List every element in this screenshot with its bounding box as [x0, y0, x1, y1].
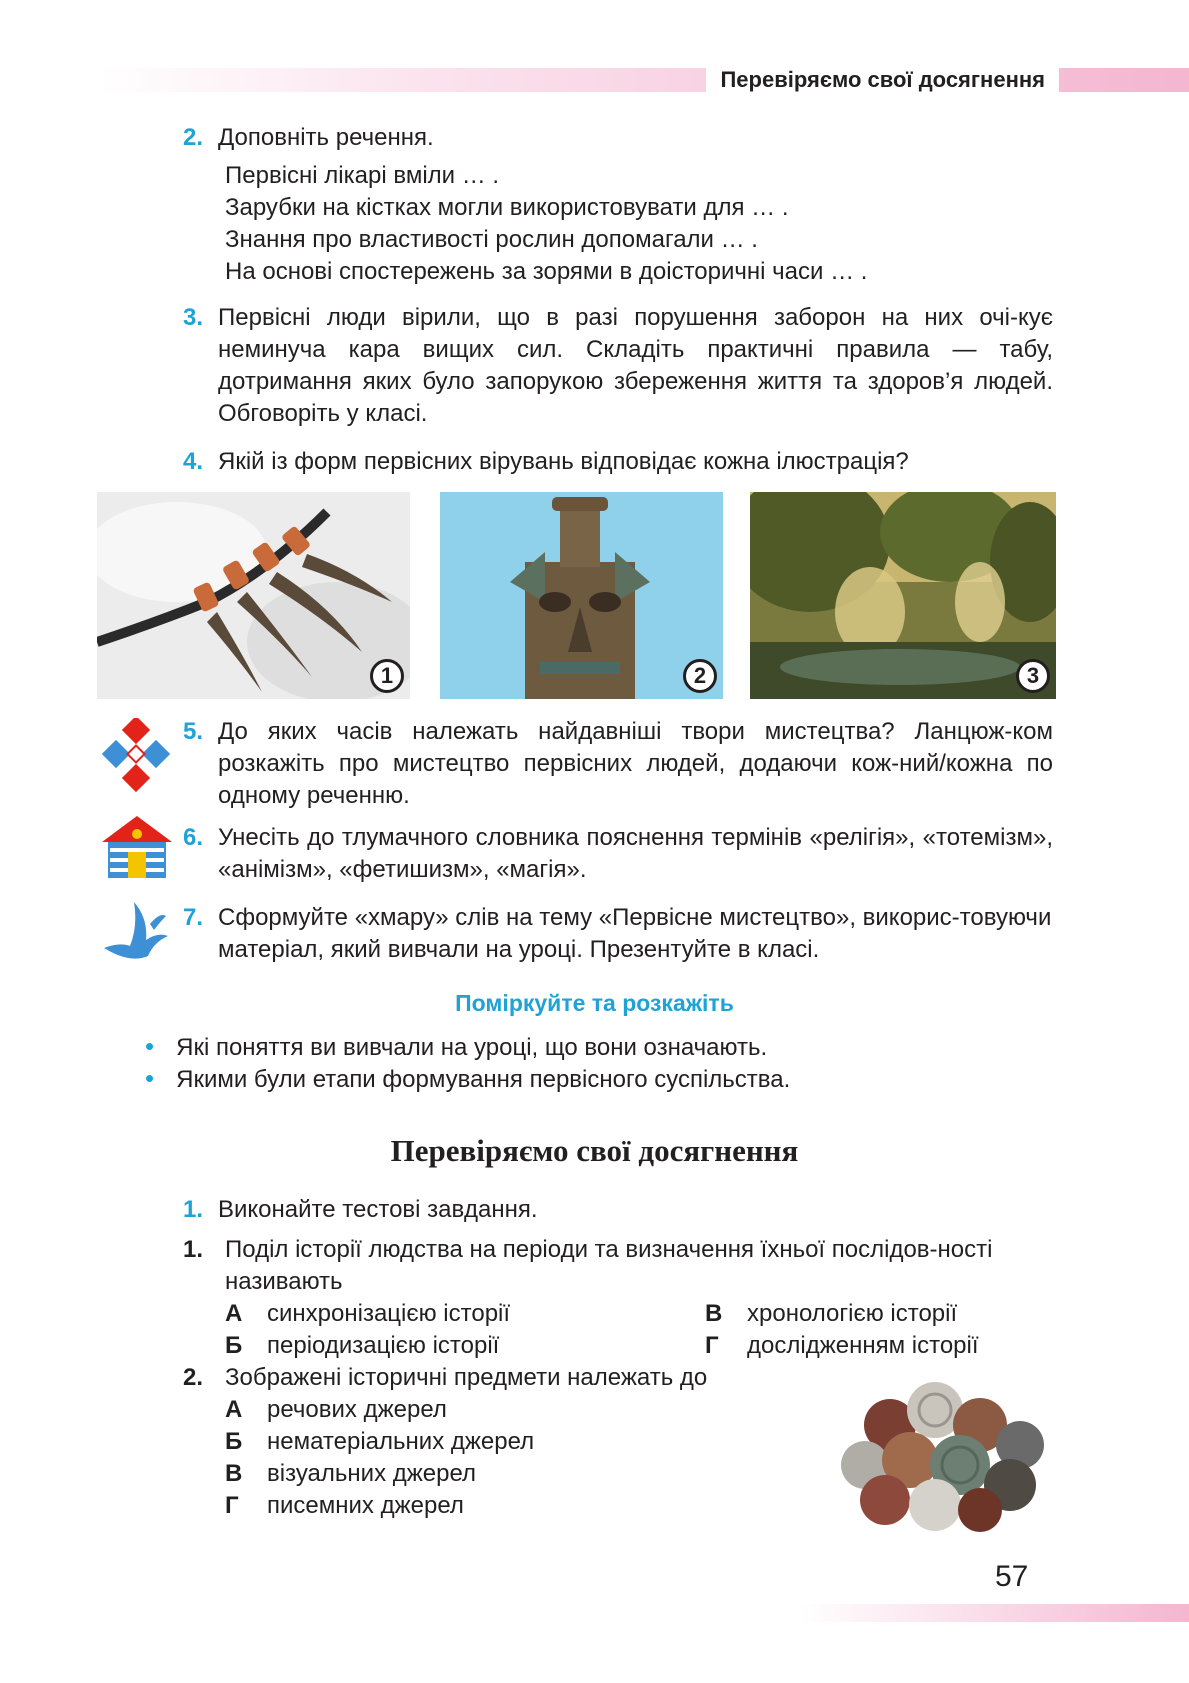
think-section-title: Поміркуйте та розкажіть [455, 990, 734, 1016]
answer-option [225, 1394, 447, 1426]
task-2-line: Знання про властивості рослин допомагали … . [225, 226, 758, 253]
house-icon [100, 812, 174, 880]
totem-pole-photo [440, 492, 723, 699]
option-letter: А [225, 1396, 243, 1423]
question-text: Поділ історії людства на періоди та визначення їхньої послідов-ності називають [225, 1236, 993, 1295]
answer-option [705, 1298, 957, 1330]
option-letter: Б [225, 1332, 243, 1359]
option-text: дослідженням історії [747, 1332, 979, 1359]
claw-necklace-image [97, 492, 410, 699]
task-6 [183, 822, 1053, 886]
task-number: 3. [183, 304, 204, 331]
option-text: візуальних джерел [267, 1460, 477, 1487]
bullet-text: Якими були етапи формування первісного суспільства. [176, 1066, 791, 1093]
bullet-icon: • [145, 1031, 155, 1061]
task-number: 7. [183, 904, 204, 931]
task-4 [183, 446, 1053, 478]
task-text: Первісні люди вірили, що в разі порушення заборон на них очі-кує неминуча кара вищих сил. Складіть практичні правила — табу, дотримання яких було запорукою збереження життя та здоров’я людей. Обговоріть у класі. [218, 304, 1053, 427]
totem-pole-image [440, 492, 723, 699]
task-text: Унесіть до тлумачного словника пояснення термінів «релігія», «тотемізм», «анімізм», «фетишизм», «магія». [218, 824, 1053, 883]
nature-spirits-painting [750, 492, 1056, 699]
question-text: Зображені історичні предмети належать до [225, 1364, 708, 1391]
task-text: Доповніть речення. [218, 124, 434, 151]
task-2-line: Зарубки на кістках могли використовувати для … . [225, 194, 789, 221]
option-text: синхронізацією історії [267, 1300, 511, 1327]
task-number: 1. [183, 1196, 204, 1223]
think-bullet [145, 1062, 790, 1096]
option-text: нематеріальних джерел [267, 1428, 535, 1455]
bullet-icon: • [145, 1063, 155, 1093]
photo-number-badge: 3 [1016, 659, 1050, 693]
task-2 [183, 122, 1053, 154]
answer-option [705, 1330, 979, 1362]
option-letter: Г [225, 1492, 239, 1519]
answer-option [225, 1426, 534, 1458]
option-text: періодизацією історії [267, 1332, 500, 1359]
question-number: 2. [183, 1364, 204, 1391]
running-header-title: Перевіряємо свої досягнення [706, 66, 1059, 94]
question-number: 1. [183, 1236, 204, 1263]
answer-option [225, 1458, 476, 1490]
task-number: 2. [183, 124, 204, 151]
task-7 [183, 902, 1053, 966]
nature-spirits-image [750, 492, 1056, 699]
task-number: 4. [183, 448, 204, 475]
option-letter: В [705, 1300, 723, 1327]
task-text: Сформуйте «хмару» слів на тему «Первісне мистецтво», викорис-товуючи матеріал, який вивчали на уроці. Презентуйте в класі. [218, 904, 1052, 963]
task-text: До яких часів належать найдавніші твори мистецтва? Ланцюж-ком розкажіть про мистецтво первісних людей, додаючи кож-ний/кожна по одному реченню. [218, 718, 1053, 809]
answer-option [225, 1490, 464, 1522]
option-letter: Б [225, 1428, 243, 1455]
task-text: Виконайте тестові завдання. [218, 1196, 538, 1223]
task-number: 6. [183, 824, 204, 851]
answer-option [225, 1330, 499, 1362]
coins-photo [830, 1380, 1060, 1540]
option-text: хронологією історії [747, 1300, 958, 1327]
section-title: Перевіряємо свої досягнення [390, 1133, 799, 1168]
claw-necklace-photo [97, 492, 410, 699]
photo-number-badge: 1 [370, 659, 404, 693]
page-number: 57 [995, 1560, 1029, 1593]
task-3 [183, 302, 1053, 430]
option-text: речових джерел [267, 1396, 447, 1423]
option-letter: Г [705, 1332, 719, 1359]
task-number: 5. [183, 718, 204, 745]
task-text: Якій із форм первісних вірувань відповідає кожна ілюстрація? [218, 448, 909, 475]
option-letter: А [225, 1300, 243, 1327]
bullet-text: Які поняття ви вивчали на уроці, що вони означають. [176, 1034, 768, 1061]
answer-option [225, 1298, 510, 1330]
think-bullet [145, 1030, 767, 1064]
ornament-diamond-icon [98, 718, 178, 794]
option-letter: В [225, 1460, 243, 1487]
footer-band [800, 1604, 1189, 1622]
photo-number-badge: 2 [683, 659, 717, 693]
achievements-task-1 [183, 1194, 1053, 1226]
option-text: писемних джерел [267, 1492, 464, 1519]
task-2-line: На основі спостережень за зорями в доісторичні часи … . [225, 258, 868, 285]
task-2-line: Первісні лікарі вміли … . [225, 162, 500, 189]
task-5 [183, 716, 1053, 812]
dove-icon [100, 896, 172, 966]
